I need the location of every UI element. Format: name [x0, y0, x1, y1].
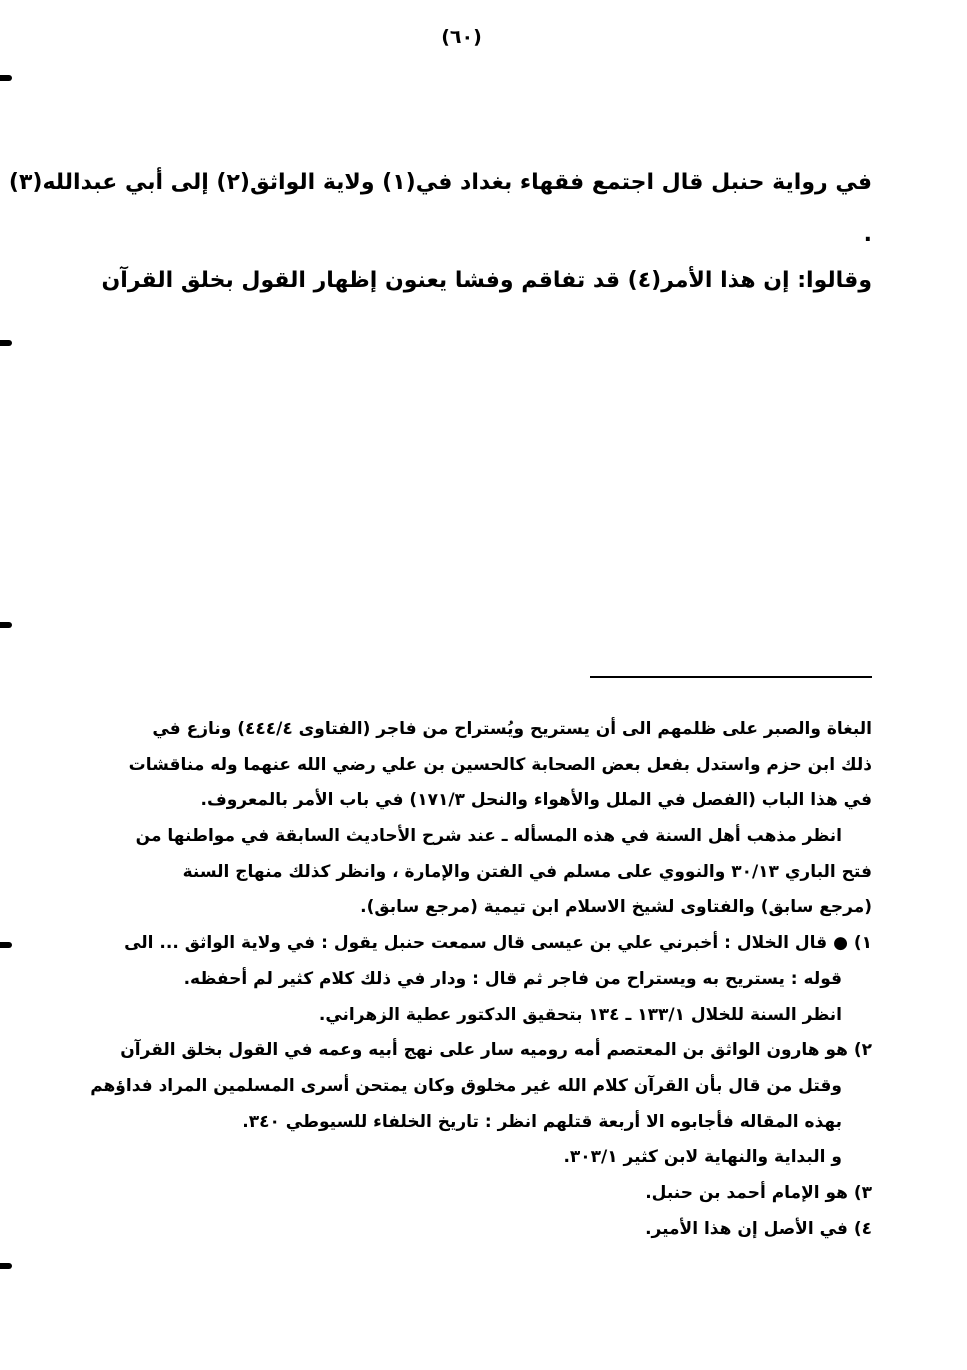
footnote-line: انظر مذهب أهل السنة في هذه المسأله ـ عند شرح الأحاديث السابقة في مواطنها من: [135, 826, 842, 847]
footnote-1: ١) ● قال الخلال : أخبرني علي بن عيسى قال سمعت حنبل يقول : في ولاية الواثق ... الى: [124, 933, 872, 954]
page-number: (٦٠): [441, 26, 482, 48]
footnote-line: ذلك ابن حزم واستدل بفعل بعض الصحابة كالحسين بن علي رضي الله عنهما وله مناقشات: [128, 754, 872, 775]
footnote-line: وقتل من قال بأن القرآن كلام الله غير مخلوق وكان يمتحن أسرى المسلمين المراد فداؤهم: [90, 1075, 842, 1096]
scan-edge-mark: [0, 1263, 12, 1269]
footnote-line: في هذا الباب (الفصل في الملل والأهواء والنحل ١٧١/٣) في باب الأمر بالمعروف.: [200, 790, 872, 811]
main-text-line-2: وقالوا: إن هذا الأمر(٤) قد تفاقم وفشا يعنون إظهار القول بخلق القرآن: [101, 268, 872, 293]
footnote-line: البغاة والصبر على ظلمهم الى أن يستريح ويُستراح من فاجر (الفتاوى ٤٤٤/٤) ونازع في: [152, 719, 872, 739]
footnote-3: ٣) هو الإمام أحمد بن حنبل.: [645, 1182, 872, 1203]
footnotes-block: [52, 712, 872, 1247]
main-text-line-1: في رواية حنبل قال اجتمع فقهاء بغداد في(١) ولاية الواثق(٢) إلى أبي عبدالله(٣): [8, 170, 872, 195]
footnote-4: ٤) في الأصل إن هذا الأمير.: [645, 1218, 872, 1239]
footnote-separator: [590, 676, 872, 678]
footnote-line: قوله : يستريح به ويستراح من فاجر ثم قال : ودار في ذلك كلام كثير لم أحفظه.: [183, 968, 842, 989]
scan-edge-mark: [0, 622, 12, 628]
footnote-line: انظر السنة للخلال ١٣٣/١ ـ ١٣٤ بتحقيق الدكتور عطية الزهراني.: [318, 1004, 842, 1025]
main-text-period: .: [863, 222, 872, 247]
footnote-line: و البداية والنهاية لابن كثير ٣٠٣/١.: [563, 1147, 842, 1168]
footnote-line: (مرجع سابق) والفتاوى لشيخ الاسلام ابن تيمية (مرجع سابق).: [360, 897, 872, 918]
scan-edge-mark: [0, 75, 12, 81]
scan-edge-mark: [0, 942, 12, 948]
footnote-line: فتح الباري ٣٠/١٣ والنووي على مسلم في الفتن والإمارة ، وانظر كذلك منهاج السنة: [182, 861, 872, 882]
footnote-2: ٢) هو هارون الواثق بن المعتصم أمه روميه سار على نهج أبيه وعمه في القول بخلق القرآن: [120, 1040, 872, 1061]
footnote-line: بهذه المقاله فأجابوه الا أربعة قتلهم انظر : تاريخ الخلفاء للسيوطي ٣٤٠.: [242, 1111, 842, 1132]
scan-edge-mark: [0, 340, 12, 346]
